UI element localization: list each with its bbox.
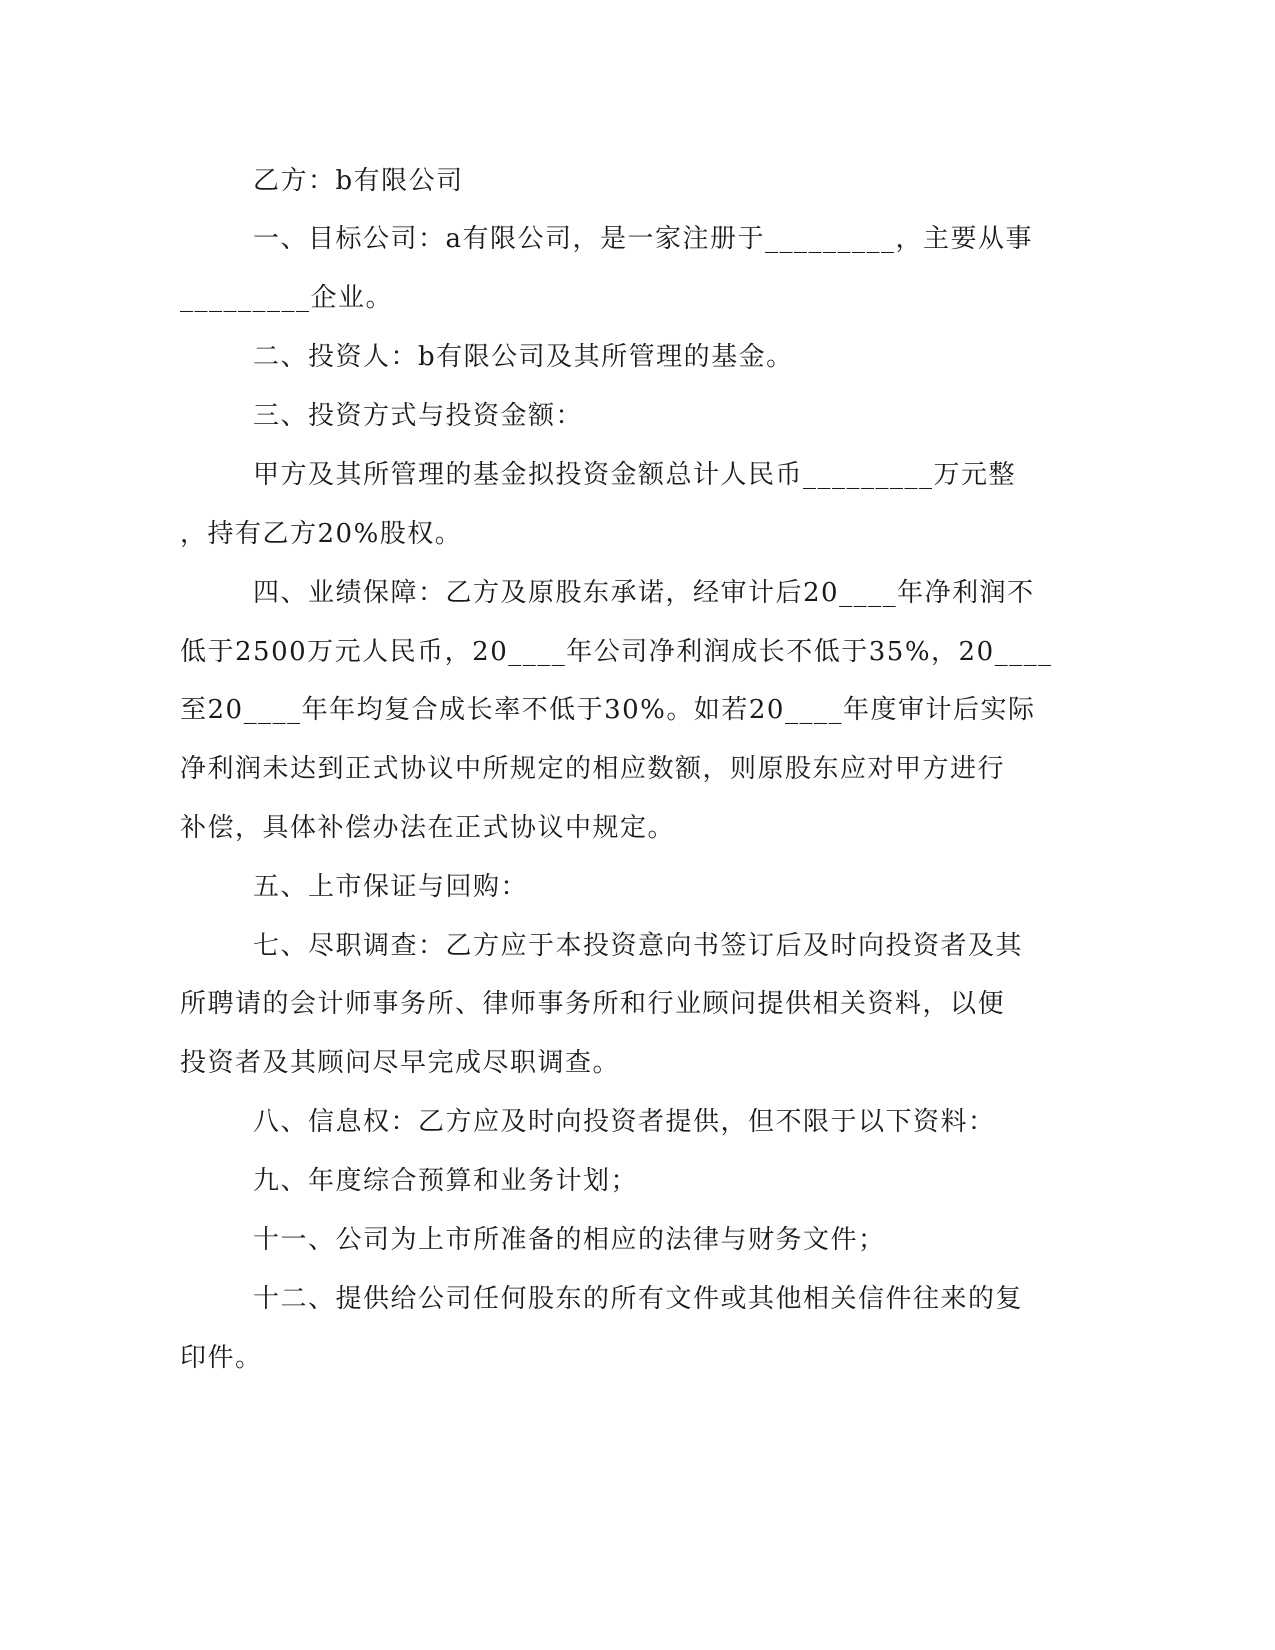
text-line: 十一、公司为上市所准备的相应的法律与财务文件； <box>253 1225 886 1255</box>
text-line: 一、目标公司：a有限公司，是一家注册于_________，主要从事 <box>253 224 1034 254</box>
text-line: ，持有乙方20%股权。 <box>180 519 463 549</box>
text-line: 印件。 <box>180 1343 263 1373</box>
text-line: 补偿，具体补偿办法在正式协议中规定。 <box>180 813 676 843</box>
text-line: 三、投资方式与投资金额： <box>253 401 584 431</box>
text-line: 乙方：b有限公司 <box>253 166 464 196</box>
text-line: 二、投资人：b有限公司及其所管理的基金。 <box>253 342 794 372</box>
text-line: _________企业。 <box>180 283 394 313</box>
text-line: 净利润未达到正式协议中所规定的相应数额，则原股东应对甲方进行 <box>180 754 1006 784</box>
text-line: 五、上市保证与回购： <box>253 872 529 902</box>
text-line: 所聘请的会计师事务所、律师事务所和行业顾问提供相关资料，以便 <box>180 989 1006 1019</box>
text-line: 四、业绩保障：乙方及原股东承诺，经审计后20____年净利润不 <box>253 578 1035 608</box>
text-line: 甲方及其所管理的基金拟投资金额总计人民币_________万元整 <box>253 460 1017 490</box>
text-line: 九、年度综合预算和业务计划； <box>253 1166 639 1196</box>
text-line: 十二、提供给公司任何股东的所有文件或其他相关信件往来的复 <box>253 1284 1024 1314</box>
text-line: 至20____年年均复合成长率不低于30%。如若20____年度审计后实际 <box>180 695 1036 725</box>
text-line: 投资者及其顾问尽早完成尽职调查。 <box>180 1048 621 1078</box>
text-line: 七、尽职调查：乙方应于本投资意向书签订后及时向投资者及其 <box>253 931 1024 961</box>
text-line: 八、信息权：乙方应及时向投资者提供，但不限于以下资料： <box>253 1107 996 1137</box>
text-line: 低于2500万元人民币，20____年公司净利润成长不低于35%，20____ <box>180 637 1053 667</box>
